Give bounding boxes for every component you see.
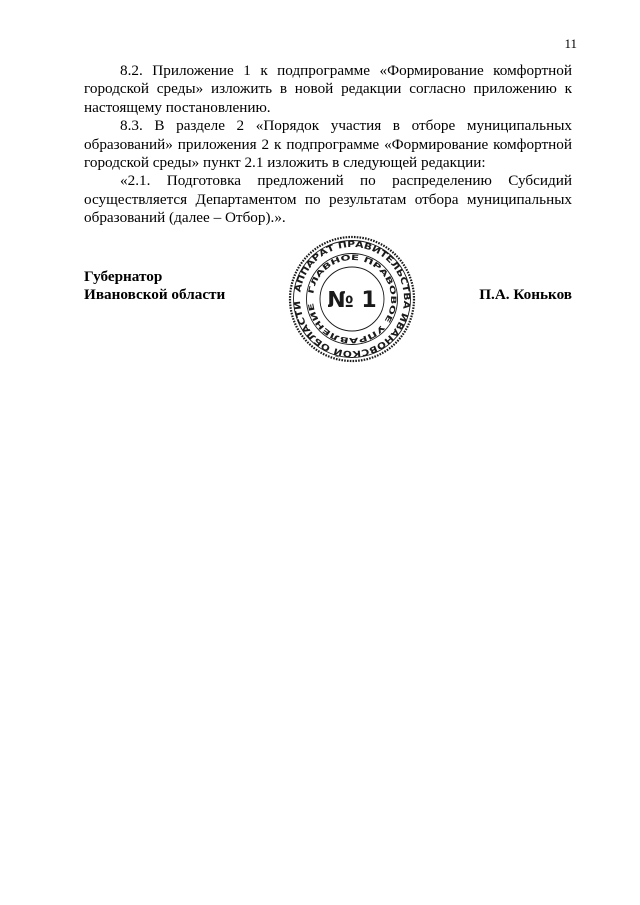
seal-number: № 1 [327,288,377,313]
signatory-title-line1: Губернатор [84,268,163,285]
document-body [84,62,572,228]
official-seal-stamp [287,234,417,364]
signatory-title-line2: Ивановской области [84,286,226,304]
paragraph-8-3: 8.3. В разделе 2 «Порядок участия в отборе муниципальных образований» приложения 2 к подпрограмме «Формирование комфортной городской среды» пункт 2.1 изложить в следующей редакции: [84,117,572,172]
page-number: 11 [564,36,577,51]
paragraph-8-2: 8.2. Приложение 1 к подпрограмме «Формирование комфортной городской среды» изложить в новой редакции согласно приложению к настоящему постановлению. [84,62,572,116]
seal-inner-text: ГЛАВНОЕ ПРАВОВОЕ УПРАВЛЕНИЕ [306,252,399,346]
paragraph-2-1-quote: «2.1. Подготовка предложений по распределению Субсидий осуществляется Департаментом по результатам отбора муниципальных образований (далее – Отбор).». [84,172,572,227]
signatory-name: П.А. Коньков [479,286,572,304]
signatory-title [84,268,225,305]
seal-outer-text: АППАРАТ ПРАВИТЕЛЬСТВА ИВАНОВСКОЙ ОБЛАСТИ [293,239,412,359]
